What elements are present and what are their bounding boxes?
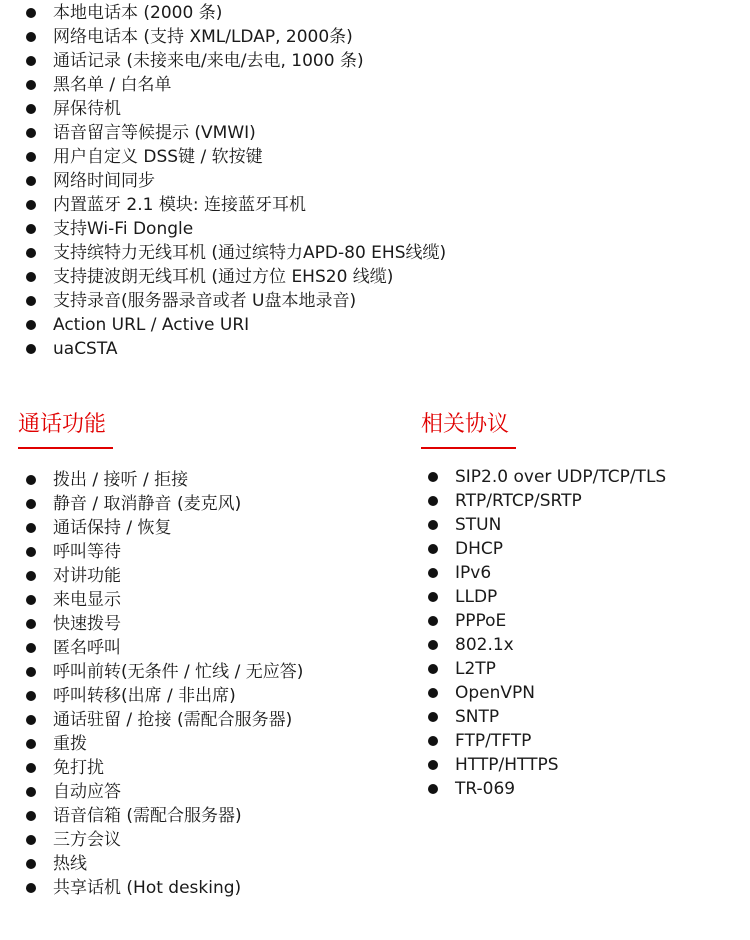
list-item: 免打扰: [53, 758, 104, 778]
protocols-underline: [421, 447, 516, 449]
list-item: 匿名呼叫: [53, 638, 121, 658]
list-item: 网络时间同步: [53, 171, 155, 191]
list-item: IPv6: [455, 563, 492, 583]
list-item: HTTP/HTTPS: [455, 755, 559, 775]
list-item: 共享话机 (Hot desking): [53, 878, 242, 898]
list-item: 重拨: [53, 734, 87, 754]
list-item: 支持录音(服务器录音或者 U盘本地录音): [53, 291, 357, 311]
list-item: 热线: [53, 854, 87, 874]
list-item: SIP2.0 over UDP/TCP/TLS: [455, 467, 667, 487]
list-item: 支持缤特力无线耳机 (通过缤特力APD-80 EHS线缆): [53, 243, 447, 263]
list-item: 通话保持 / 恢复: [53, 518, 172, 538]
list-item: OpenVPN: [455, 683, 536, 703]
list-item: 语音信箱 (需配合服务器): [53, 806, 242, 826]
list-item: 内置蓝牙 2.1 模块: 连接蓝牙耳机: [53, 195, 306, 215]
list-item: DHCP: [455, 539, 503, 559]
list-item: TR-069: [455, 779, 516, 799]
list-item: STUN: [455, 515, 502, 535]
list-item: 黑名单 / 白名单: [53, 75, 172, 95]
list-item: 三方会议: [53, 830, 121, 850]
list-item: 通话驻留 / 抢接 (需配合服务器): [53, 710, 293, 730]
list-item: 快速拨号: [53, 614, 121, 634]
list-item: 屏保待机: [53, 99, 121, 119]
list-item: 语音留言等候提示 (VMWI): [53, 123, 256, 143]
list-item: PPPoE: [455, 611, 507, 631]
list-item: L2TP: [455, 659, 496, 679]
protocols-title: 相关协议: [421, 412, 510, 437]
list-item: uaCSTA: [53, 339, 118, 359]
call-features-underline: [18, 447, 113, 449]
call-features-title: 通话功能: [18, 412, 107, 437]
list-item: 网络电话本 (支持 XML/LDAP, 2000条): [53, 27, 353, 47]
list-item: RTP/RTCP/SRTP: [455, 491, 582, 511]
list-item: 支持捷波朗无线耳机 (通过方位 EHS20 线缆): [53, 267, 394, 287]
list-item: 拨出 / 接听 / 拒接: [53, 470, 189, 490]
list-item: Action URL / Active URI: [53, 315, 250, 335]
list-item: 来电显示: [53, 590, 121, 610]
list-item: 呼叫转移(出席 / 非出席): [53, 686, 236, 706]
list-item: 本地电话本 (2000 条): [53, 3, 223, 23]
list-item: 对讲功能: [53, 566, 121, 586]
list-item: LLDP: [455, 587, 498, 607]
list-item: 呼叫前转(无条件 / 忙线 / 无应答): [53, 662, 304, 682]
list-item: 802.1x: [455, 635, 514, 655]
list-item: FTP/TFTP: [455, 731, 532, 751]
list-item: 自动应答: [53, 782, 121, 802]
list-item: 用户自定义 DSS键 / 软按键: [53, 147, 263, 167]
list-item: SNTP: [455, 707, 500, 727]
list-item: 呼叫等待: [53, 542, 121, 562]
list-item: 通话记录 (未接来电/来电/去电, 1000 条): [53, 51, 364, 71]
list-item: 静音 / 取消静音 (麦克风): [53, 494, 242, 514]
list-item: 支持Wi-Fi Dongle: [53, 219, 194, 239]
